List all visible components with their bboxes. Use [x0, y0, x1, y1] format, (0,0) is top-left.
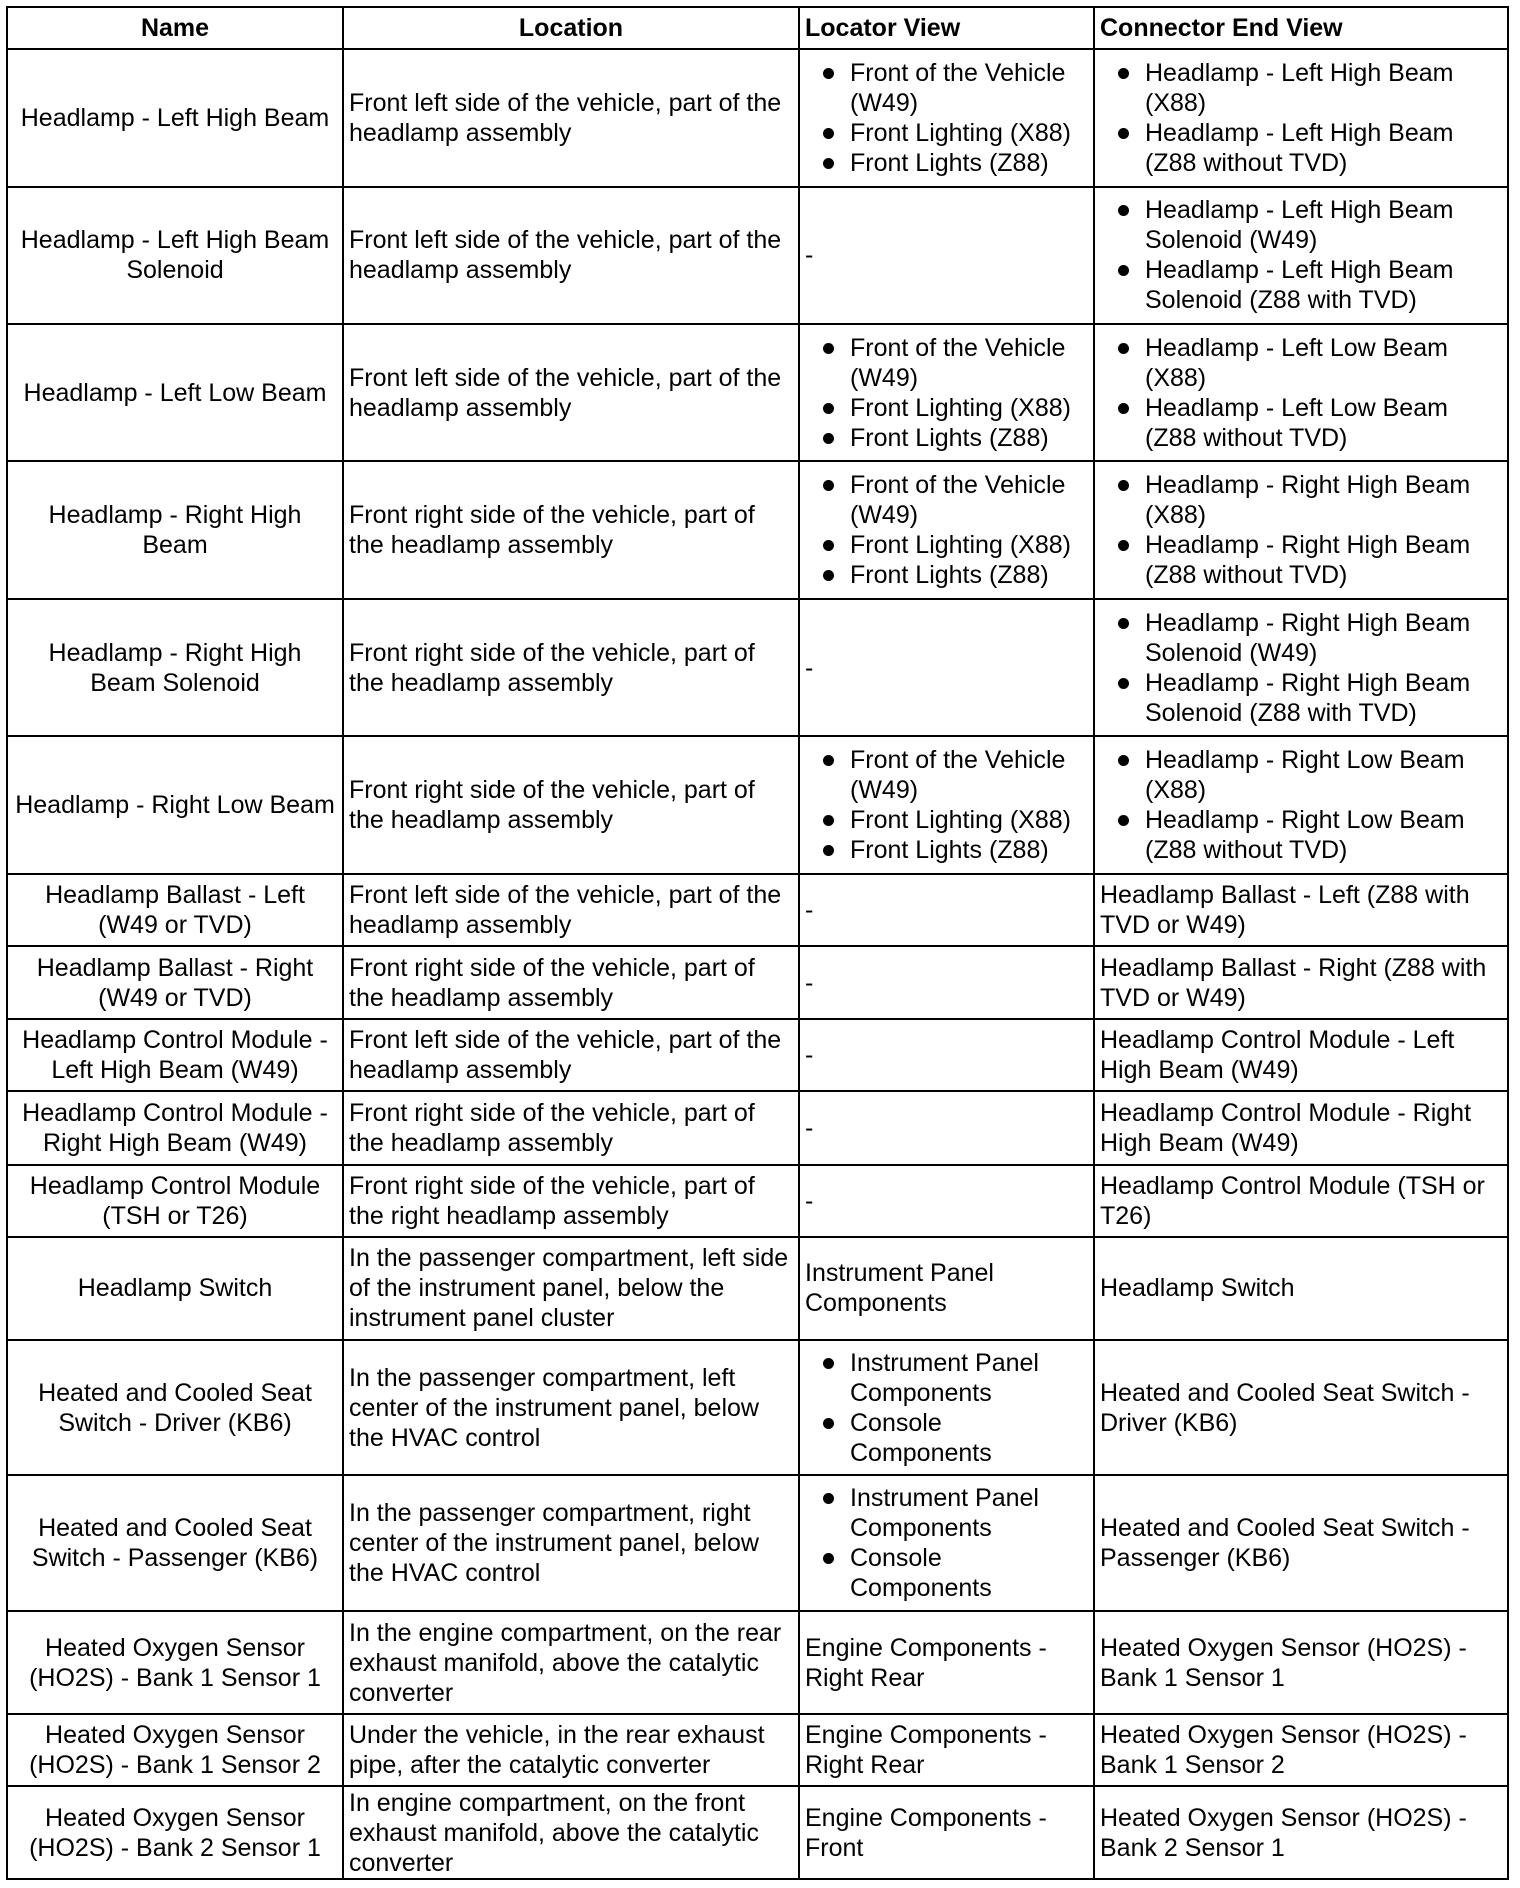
- list-item: [805, 1483, 1088, 1543]
- table-row: [7, 187, 1508, 324]
- header-location: Location: [343, 7, 799, 49]
- cell-connector-end-view: Heated Oxygen Sensor (HO2S) - Bank 1 Sensor 2: [1094, 1714, 1508, 1786]
- cell-locator-view: [799, 1475, 1094, 1611]
- cell-name: Headlamp - Right High Beam: [7, 461, 343, 599]
- list-item-text: Headlamp - Right High Beam (Z88 without TVD): [1145, 531, 1471, 590]
- list-item: [805, 745, 1088, 805]
- list-item: [1100, 118, 1502, 178]
- cell-name: Headlamp - Right Low Beam: [7, 736, 343, 874]
- cell-connector-end-view: Headlamp Ballast - Left (Z88 with TVD or W49): [1094, 874, 1508, 946]
- table-row: [7, 1091, 1508, 1164]
- list-item: [805, 58, 1088, 118]
- cell-connector-end-view: Headlamp Ballast - Right (Z88 with TVD or W49): [1094, 946, 1508, 1018]
- list-item-text: Front of the Vehicle (W49): [850, 333, 1066, 392]
- header-name: Name: [7, 7, 343, 49]
- cell-location: Front left side of the vehicle, part of the headlamp assembly: [343, 187, 799, 324]
- cell-name: Heated Oxygen Sensor (HO2S) - Bank 1 Sensor 2: [7, 1714, 343, 1786]
- cell-locator-view: [799, 461, 1094, 599]
- cell-name: Headlamp - Left High Beam Solenoid: [7, 187, 343, 324]
- list-item: [805, 470, 1088, 530]
- cell-connector-end-view: Headlamp Control Module - Right High Beam (W49): [1094, 1091, 1508, 1164]
- bullet-icon: [1118, 265, 1129, 276]
- cell-location: Under the vehicle, in the rear exhaust pipe, after the catalytic converter: [343, 1714, 799, 1786]
- bullet-icon: [823, 570, 834, 581]
- bullet-icon: [823, 1553, 834, 1564]
- list-item-text: Front of the Vehicle (W49): [850, 471, 1066, 530]
- bullet-icon: [1118, 815, 1129, 826]
- cell-location: Front left side of the vehicle, part of the headlamp assembly: [343, 874, 799, 946]
- cell-name: Heated Oxygen Sensor (HO2S) - Bank 1 Sensor 1: [7, 1611, 343, 1714]
- list-item: [805, 805, 1088, 835]
- cell-connector-end-view: Heated Oxygen Sensor (HO2S) - Bank 1 Sensor 1: [1094, 1611, 1508, 1714]
- table-header-row: [7, 7, 1508, 49]
- bullet-list: [1100, 745, 1502, 865]
- cell-locator-view: -: [799, 1165, 1094, 1237]
- header-locator-view: Locator View: [799, 7, 1094, 49]
- bullet-icon: [1118, 618, 1129, 629]
- table-row: [7, 461, 1508, 599]
- cell-name: Headlamp - Left High Beam: [7, 49, 343, 187]
- bullet-icon: [823, 1493, 834, 1504]
- cell-location: In the engine compartment, on the rear exhaust manifold, above the catalytic converter: [343, 1611, 799, 1714]
- list-item: [805, 118, 1088, 148]
- cell-name: Headlamp - Right High Beam Solenoid: [7, 599, 343, 736]
- cell-connector-end-view: [1094, 736, 1508, 874]
- list-item-text: Instrument Panel Components: [850, 1348, 1039, 1407]
- cell-name: Headlamp Control Module (TSH or T26): [7, 1165, 343, 1237]
- list-item: [1100, 470, 1502, 530]
- list-item: [805, 1543, 1088, 1603]
- bullet-list: [805, 58, 1088, 178]
- list-item-text: Front Lights (Z88): [850, 836, 1049, 865]
- list-item: [805, 560, 1088, 590]
- table-row: [7, 946, 1508, 1018]
- cell-locator-view: Instrument Panel Components: [799, 1237, 1094, 1340]
- bullet-icon: [823, 433, 834, 444]
- cell-locator-view: -: [799, 1091, 1094, 1164]
- cell-locator-view: Engine Components - Right Rear: [799, 1611, 1094, 1714]
- bullet-icon: [823, 540, 834, 551]
- bullet-list: [805, 470, 1088, 590]
- list-item-text: Headlamp - Right Low Beam (X88): [1145, 746, 1465, 805]
- bullet-icon: [1118, 480, 1129, 491]
- table-row: [7, 599, 1508, 736]
- bullet-icon: [1118, 540, 1129, 551]
- header-connector-end-view: Connector End View: [1094, 7, 1508, 49]
- table-row: [7, 736, 1508, 874]
- cell-name: Headlamp Ballast - Right (W49 or TVD): [7, 946, 343, 1018]
- cell-locator-view: [799, 324, 1094, 462]
- cell-location: Front right side of the vehicle, part of the headlamp assembly: [343, 1091, 799, 1164]
- cell-locator-view: [799, 1340, 1094, 1476]
- list-item-text: Headlamp - Right High Beam Solenoid (Z88 with TVD): [1145, 668, 1471, 727]
- bullet-icon: [1118, 128, 1129, 139]
- cell-name: Headlamp Control Module - Left High Beam (W49): [7, 1019, 343, 1091]
- cell-location: In engine compartment, on the front exhaust manifold, above the catalytic converter: [343, 1786, 799, 1879]
- bullet-list: [1100, 333, 1502, 453]
- cell-name: Heated and Cooled Seat Switch - Driver (KB6): [7, 1340, 343, 1476]
- bullet-icon: [1118, 68, 1129, 79]
- cell-name: Headlamp Control Module - Right High Beam (W49): [7, 1091, 343, 1164]
- list-item-text: Front Lights (Z88): [850, 561, 1049, 590]
- list-item-text: Instrument Panel Components: [850, 1484, 1039, 1543]
- cell-location: In the passenger compartment, left center of the instrument panel, below the HVAC control: [343, 1340, 799, 1476]
- list-item: [805, 1348, 1088, 1408]
- cell-location: Front right side of the vehicle, part of the right headlamp assembly: [343, 1165, 799, 1237]
- list-item: [1100, 530, 1502, 590]
- list-item-text: Headlamp - Left Low Beam (Z88 without TVD): [1145, 393, 1448, 452]
- bullet-icon: [823, 845, 834, 856]
- cell-connector-end-view: Heated Oxygen Sensor (HO2S) - Bank 2 Sensor 1: [1094, 1786, 1508, 1879]
- cell-connector-end-view: [1094, 599, 1508, 736]
- list-item-text: Headlamp - Left High Beam Solenoid (Z88 with TVD): [1145, 256, 1454, 315]
- bullet-list: [805, 745, 1088, 865]
- table-row: [7, 1786, 1508, 1879]
- table-row: [7, 1019, 1508, 1091]
- list-item-text: Console Components: [850, 1544, 992, 1603]
- list-item-text: Front Lighting (X88): [850, 806, 1071, 835]
- table-row: [7, 874, 1508, 946]
- list-item: [1100, 255, 1502, 315]
- bullet-icon: [823, 480, 834, 491]
- bullet-icon: [823, 158, 834, 169]
- cell-location: Front right side of the vehicle, part of the headlamp assembly: [343, 946, 799, 1018]
- list-item-text: Front Lights (Z88): [850, 148, 1049, 177]
- list-item: [805, 1408, 1088, 1468]
- cell-name: Headlamp - Left Low Beam: [7, 324, 343, 462]
- bullet-icon: [823, 755, 834, 766]
- list-item-text: Front Lighting (X88): [850, 118, 1071, 147]
- list-item: [1100, 333, 1502, 393]
- list-item: [1100, 745, 1502, 805]
- bullet-list: [1100, 58, 1502, 178]
- cell-locator-view: [799, 736, 1094, 874]
- cell-connector-end-view: [1094, 187, 1508, 324]
- bullet-icon: [823, 403, 834, 414]
- table-row: [7, 1475, 1508, 1611]
- list-item: [805, 423, 1088, 453]
- list-item-text: Front Lights (Z88): [850, 423, 1049, 452]
- cell-name: Headlamp Switch: [7, 1237, 343, 1340]
- cell-connector-end-view: [1094, 461, 1508, 599]
- cell-locator-view: [799, 49, 1094, 187]
- cell-name: Heated and Cooled Seat Switch - Passenger (KB6): [7, 1475, 343, 1611]
- list-item-text: Headlamp - Left High Beam Solenoid (W49): [1145, 196, 1454, 255]
- cell-locator-view: -: [799, 599, 1094, 736]
- list-item: [805, 530, 1088, 560]
- list-item-text: Headlamp - Right Low Beam (Z88 without TVD): [1145, 806, 1465, 865]
- table-row: [7, 1165, 1508, 1237]
- cell-name: Heated Oxygen Sensor (HO2S) - Bank 2 Sensor 1: [7, 1786, 343, 1879]
- bullet-list: [1100, 195, 1502, 315]
- table-body: [7, 49, 1508, 1879]
- bullet-icon: [823, 1358, 834, 1369]
- cell-locator-view: Engine Components - Front: [799, 1786, 1094, 1879]
- table-row: [7, 1714, 1508, 1786]
- cell-connector-end-view: [1094, 324, 1508, 462]
- cell-location: Front right side of the vehicle, part of the headlamp assembly: [343, 599, 799, 736]
- list-item-text: Front Lighting (X88): [850, 393, 1071, 422]
- cell-connector-end-view: Headlamp Switch: [1094, 1237, 1508, 1340]
- list-item-text: Headlamp - Left High Beam (Z88 without TVD): [1145, 118, 1454, 177]
- list-item: [805, 148, 1088, 178]
- cell-location: Front right side of the vehicle, part of the headlamp assembly: [343, 461, 799, 599]
- bullet-icon: [1118, 403, 1129, 414]
- list-item-text: Headlamp - Right High Beam (X88): [1145, 471, 1471, 530]
- cell-connector-end-view: Headlamp Control Module (TSH or T26): [1094, 1165, 1508, 1237]
- cell-location: Front right side of the vehicle, part of the headlamp assembly: [343, 736, 799, 874]
- bullet-icon: [823, 343, 834, 354]
- table-row: [7, 49, 1508, 187]
- list-item-text: Headlamp - Left Low Beam (X88): [1145, 333, 1448, 392]
- list-item: [805, 835, 1088, 865]
- bullet-icon: [1118, 678, 1129, 689]
- cell-location: In the passenger compartment, right center of the instrument panel, below the HVAC control: [343, 1475, 799, 1611]
- bullet-list: [805, 1483, 1088, 1603]
- cell-locator-view: Engine Components - Right Rear: [799, 1714, 1094, 1786]
- list-item: [1100, 195, 1502, 255]
- bullet-icon: [1118, 205, 1129, 216]
- cell-location: Front left side of the vehicle, part of the headlamp assembly: [343, 1019, 799, 1091]
- component-locator-table: [6, 6, 1509, 1880]
- bullet-icon: [1118, 755, 1129, 766]
- cell-locator-view: -: [799, 946, 1094, 1018]
- table-row: [7, 1340, 1508, 1476]
- list-item-text: Front Lighting (X88): [850, 531, 1071, 560]
- table-row: [7, 324, 1508, 462]
- list-item: [1100, 58, 1502, 118]
- bullet-icon: [823, 68, 834, 79]
- bullet-icon: [823, 815, 834, 826]
- bullet-icon: [823, 128, 834, 139]
- list-item: [1100, 393, 1502, 453]
- bullet-icon: [823, 1418, 834, 1429]
- list-item-text: Console Components: [850, 1408, 992, 1467]
- cell-location: Front left side of the vehicle, part of the headlamp assembly: [343, 49, 799, 187]
- list-item: [1100, 608, 1502, 668]
- cell-connector-end-view: Heated and Cooled Seat Switch - Passenger (KB6): [1094, 1475, 1508, 1611]
- cell-connector-end-view: [1094, 49, 1508, 187]
- cell-locator-view: -: [799, 1019, 1094, 1091]
- bullet-list: [1100, 608, 1502, 728]
- list-item-text: Headlamp - Right High Beam Solenoid (W49): [1145, 608, 1471, 667]
- list-item: [805, 393, 1088, 423]
- cell-name: Headlamp Ballast - Left (W49 or TVD): [7, 874, 343, 946]
- table-row: [7, 1611, 1508, 1714]
- list-item: [1100, 668, 1502, 728]
- list-item: [805, 333, 1088, 393]
- cell-location: In the passenger compartment, left side of the instrument panel, below the instrument panel cluster: [343, 1237, 799, 1340]
- bullet-list: [1100, 470, 1502, 590]
- table-row: [7, 1237, 1508, 1340]
- cell-connector-end-view: Heated and Cooled Seat Switch - Driver (KB6): [1094, 1340, 1508, 1476]
- list-item: [1100, 805, 1502, 865]
- cell-connector-end-view: Headlamp Control Module - Left High Beam (W49): [1094, 1019, 1508, 1091]
- cell-locator-view: -: [799, 874, 1094, 946]
- bullet-list: [805, 333, 1088, 453]
- list-item-text: Front of the Vehicle (W49): [850, 746, 1066, 805]
- cell-locator-view: -: [799, 187, 1094, 324]
- list-item-text: Front of the Vehicle (W49): [850, 58, 1066, 117]
- cell-location: Front left side of the vehicle, part of the headlamp assembly: [343, 324, 799, 462]
- list-item-text: Headlamp - Left High Beam (X88): [1145, 58, 1454, 117]
- bullet-list: [805, 1348, 1088, 1468]
- bullet-icon: [1118, 343, 1129, 354]
